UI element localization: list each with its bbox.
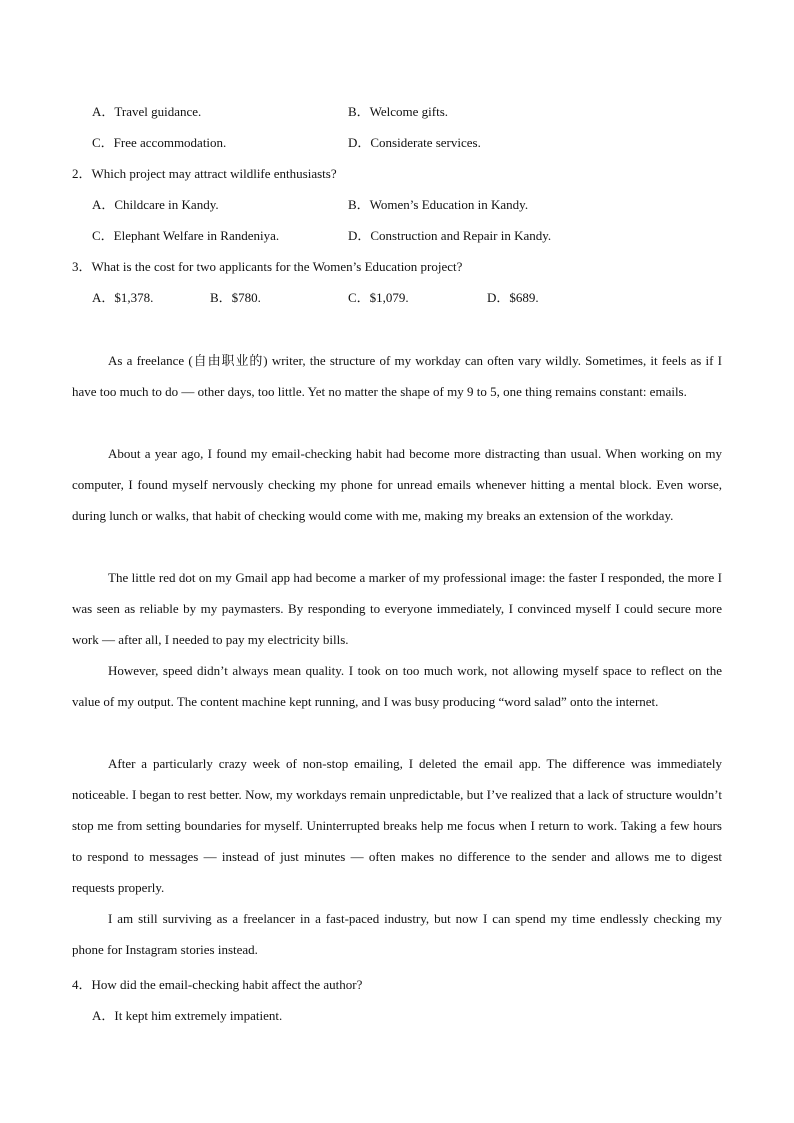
q4-option-a[interactable]: A．It kept him extremely impatient.	[92, 1008, 283, 1023]
q2-options-row-1	[0, 195, 794, 215]
q1-option-d[interactable]: D．Considerate services.	[348, 135, 481, 150]
passage-paragraph-3: The little red dot on my Gmail app had become a marker of my professional image: the faster I responded, the more I was seen as reliable by my paymasters. By responding to everyone immediately, I convinced myself I could secure more work — after all, I needed to pay my electricity bills.	[72, 570, 722, 647]
q4-stem-row	[0, 975, 794, 995]
q3-option-d[interactable]: D．$689.	[487, 290, 539, 305]
passage-paragraph-5: After a particularly crazy week of non-stop emailing, I deleted the email app. The difference was immediately noticeable. I began to rest better. Now, my workdays remain unpredictable, but I’ve realized that a lack of structure wouldn’t stop me from setting boundaries for myself. Uninterrupted breaks help me focus when I return to work. Taking a few hours to respond to messages — instead of just minutes — often makes no difference to the sender and allows me to digest requests properly.	[72, 756, 722, 895]
q2-stem-row	[0, 164, 794, 184]
q3-option-b[interactable]: B．$780.	[210, 290, 261, 305]
q2-option-b[interactable]: B．Women’s Education in Kandy.	[348, 197, 529, 212]
q2-option-a[interactable]: A．Childcare in Kandy.	[92, 197, 219, 212]
q3-option-a[interactable]: A．$1,378.	[92, 290, 154, 305]
q2-option-d[interactable]: D．Construction and Repair in Kandy.	[348, 228, 552, 243]
q1-option-b[interactable]: B．Welcome gifts.	[348, 104, 449, 119]
q1-option-c[interactable]: C．Free accommodation.	[92, 135, 227, 150]
passage-paragraph-2: About a year ago, I found my email-checking habit had become more distracting than usual. When working on my computer, I found myself nervously checking my phone for unread emails whenever hitting a mental block. Even worse, during lunch or walks, that habit of checking would come with me, making my breaks an extension of the workday.	[72, 446, 722, 523]
q1-options-row-2	[0, 133, 794, 153]
passage-paragraph-6: I am still surviving as a freelancer in a fast-paced industry, but now I can spend my time endlessly checking my phone for Instagram stories instead.	[72, 911, 722, 957]
q1-option-a[interactable]: A．Travel guidance.	[92, 104, 202, 119]
q4-options-row	[0, 1006, 794, 1026]
q2-option-c[interactable]: C．Elephant Welfare in Randeniya.	[92, 228, 280, 243]
q3-options-row	[0, 288, 794, 308]
passage-paragraph-4: However, speed didn’t always mean quality. I took on too much work, not allowing myself space to reflect on the value of my output. The content machine kept running, and I was busy producing “word salad” onto the internet.	[72, 663, 722, 709]
q3-option-c[interactable]: C．$1,079.	[348, 290, 409, 305]
q2-stem: 2．Which project may attract wildlife enthusiasts?	[72, 166, 337, 181]
q4-stem: 4．How did the email-checking habit affect the author?	[72, 977, 363, 992]
q1-options-row-1	[0, 102, 794, 122]
passage-paragraph-1: As a freelance (自由职业的) writer, the structure of my workday can often vary wildly. Sometimes, it feels as if I have too much to do — other days, too little. Yet no matter the shape of my 9 to 5, one thing remains constant: emails.	[72, 353, 722, 399]
q3-stem: 3．What is the cost for two applicants for the Women’s Education project?	[72, 259, 463, 274]
q3-stem-row	[0, 257, 794, 277]
q2-options-row-2	[0, 226, 794, 246]
